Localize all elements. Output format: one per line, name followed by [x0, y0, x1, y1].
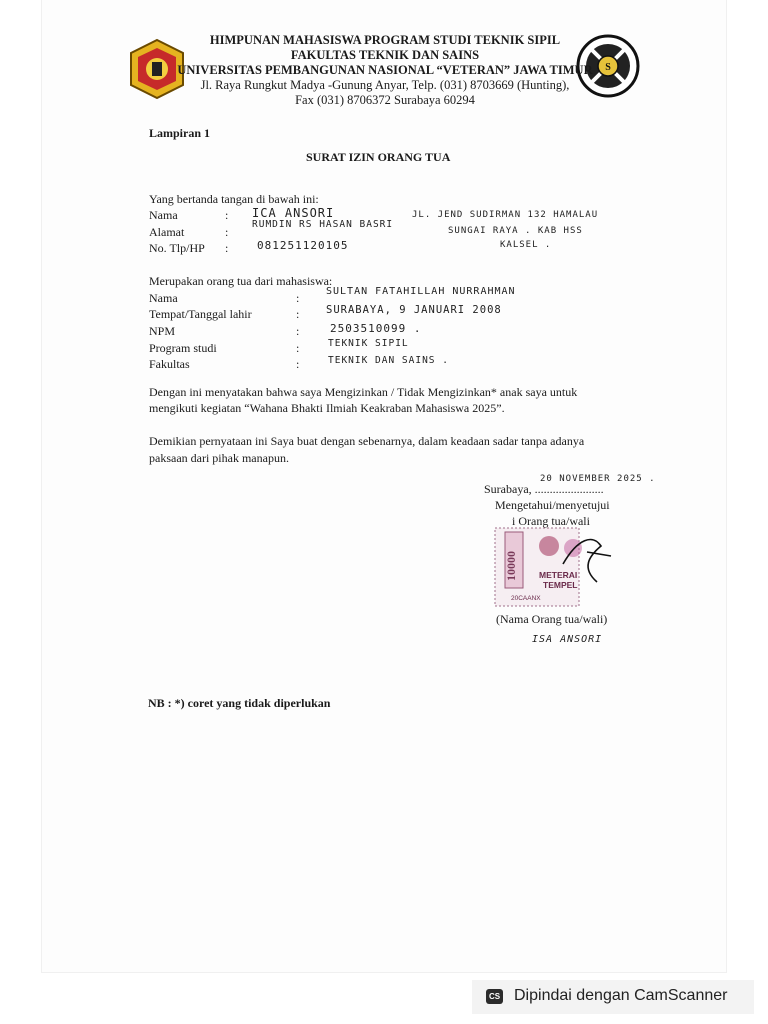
colon: : [296, 357, 300, 371]
birth-label: Tempat/Tanggal lahir [149, 307, 252, 321]
intro-text: Yang bertanda tangan di bawah ini: [149, 192, 319, 206]
colon: : [296, 341, 300, 355]
faculty-name: FAKULTAS TEKNIK DAN SAINS [290, 48, 480, 62]
document-title: SURAT IZIN ORANG TUA [306, 150, 451, 164]
statement-line-2: mengikuti kegiatan “Wahana Bhakti Ilmiah Keakraban Mahasiswa 2025”. [149, 401, 505, 415]
stamp-text-2: TEMPEL [543, 580, 578, 590]
signer-name: ISA ANSORI [532, 634, 603, 645]
parent-address-value-4: KALSEL . [500, 240, 552, 250]
closing-line-1: Demikian pernyataan ini Saya buat dengan sebenarnya, dalam keadaan sadar tanpa adanya [149, 434, 585, 448]
attachment-label: Lampiran 1 [149, 126, 211, 140]
parent-name-label: Nama [149, 208, 178, 222]
student-intro: Merupakan orang tua dari mahasiswa: [149, 274, 333, 288]
sign-name-label: (Nama Orang tua/wali) [496, 612, 608, 626]
university-name: UNIVERSITAS PEMBANGUNAN NASIONAL “VETERAN” JAWA TIMUR [177, 63, 593, 77]
colon: : [225, 241, 229, 255]
parent-address-value-2: JL. JEND SUDIRMAN 132 HAMALAU [412, 210, 599, 220]
parent-name-value: ICA ANSORI [252, 206, 335, 220]
svg-text:S: S [605, 62, 611, 73]
parent-phone-label: No. Tlp/HP [149, 241, 205, 255]
fax-line: Fax (031) 8706372 Surabaya 60294 [295, 93, 475, 107]
program-value: TEKNIK SIPIL [328, 338, 409, 349]
colon: : [296, 307, 300, 321]
parent-address-value-1: RUMDIN RS HASAN BASRI [252, 219, 394, 230]
revenue-stamp [493, 526, 613, 608]
footnote: NB : *) coret yang tidak diperlukan [148, 696, 331, 710]
npm-label: NPM [149, 324, 176, 338]
camscanner-icon: CS [486, 989, 503, 1004]
colon: : [225, 208, 229, 222]
student-name-label: Nama [149, 291, 178, 305]
stamp-value: 10000 [504, 551, 518, 581]
stamp-text-1: METERAI [539, 570, 578, 580]
faculty-value: TEKNIK DAN SAINS . [328, 355, 449, 366]
colon: : [296, 324, 300, 338]
birth-value: SURABAYA, 9 JANUARI 2008 [326, 304, 502, 316]
parent-role-label: i Orang tua/wali [512, 514, 590, 528]
org-name: HIMPUNAN MAHASISWA PROGRAM STUDI TEKNIK SIPIL [209, 33, 561, 47]
colon: : [225, 225, 229, 239]
scanner-watermark [472, 980, 754, 1014]
signing-date: 20 NOVEMBER 2025 . [540, 474, 656, 484]
parent-address-value-3: SUNGAI RAYA . KAB HSS [448, 226, 583, 236]
scanner-label: Dipindai dengan CamScanner [514, 987, 728, 1004]
acknowledged-label: Mengetahui/menyetujui [495, 498, 610, 512]
npm-value: 2503510099 . [330, 322, 422, 335]
student-name-value: SULTAN FATAHILLAH NURRAHMAN [326, 286, 516, 297]
stamp-serial: 20CAANX [511, 595, 541, 602]
faculty-label: Fakultas [149, 357, 190, 371]
letterhead [150, 33, 620, 108]
program-label: Program studi [149, 341, 217, 355]
address-line: Jl. Raya Rungkut Madya -Gunung Anyar, Telp. (031) 8703669 (Hunting), [200, 78, 570, 92]
closing-line-2: paksaan dari pihak manapun. [149, 451, 289, 465]
colon: : [296, 291, 300, 305]
document-page [42, 0, 726, 972]
place-date-line: Surabaya, ....................... [484, 482, 604, 496]
statement-line-1: Dengan ini menyatakan bahwa saya Mengizinkan / Tidak Mengizinkan* anak saya untuk [149, 385, 578, 399]
parent-phone-value: 081251120105 [257, 239, 349, 252]
parent-address-label: Alamat [149, 225, 185, 239]
